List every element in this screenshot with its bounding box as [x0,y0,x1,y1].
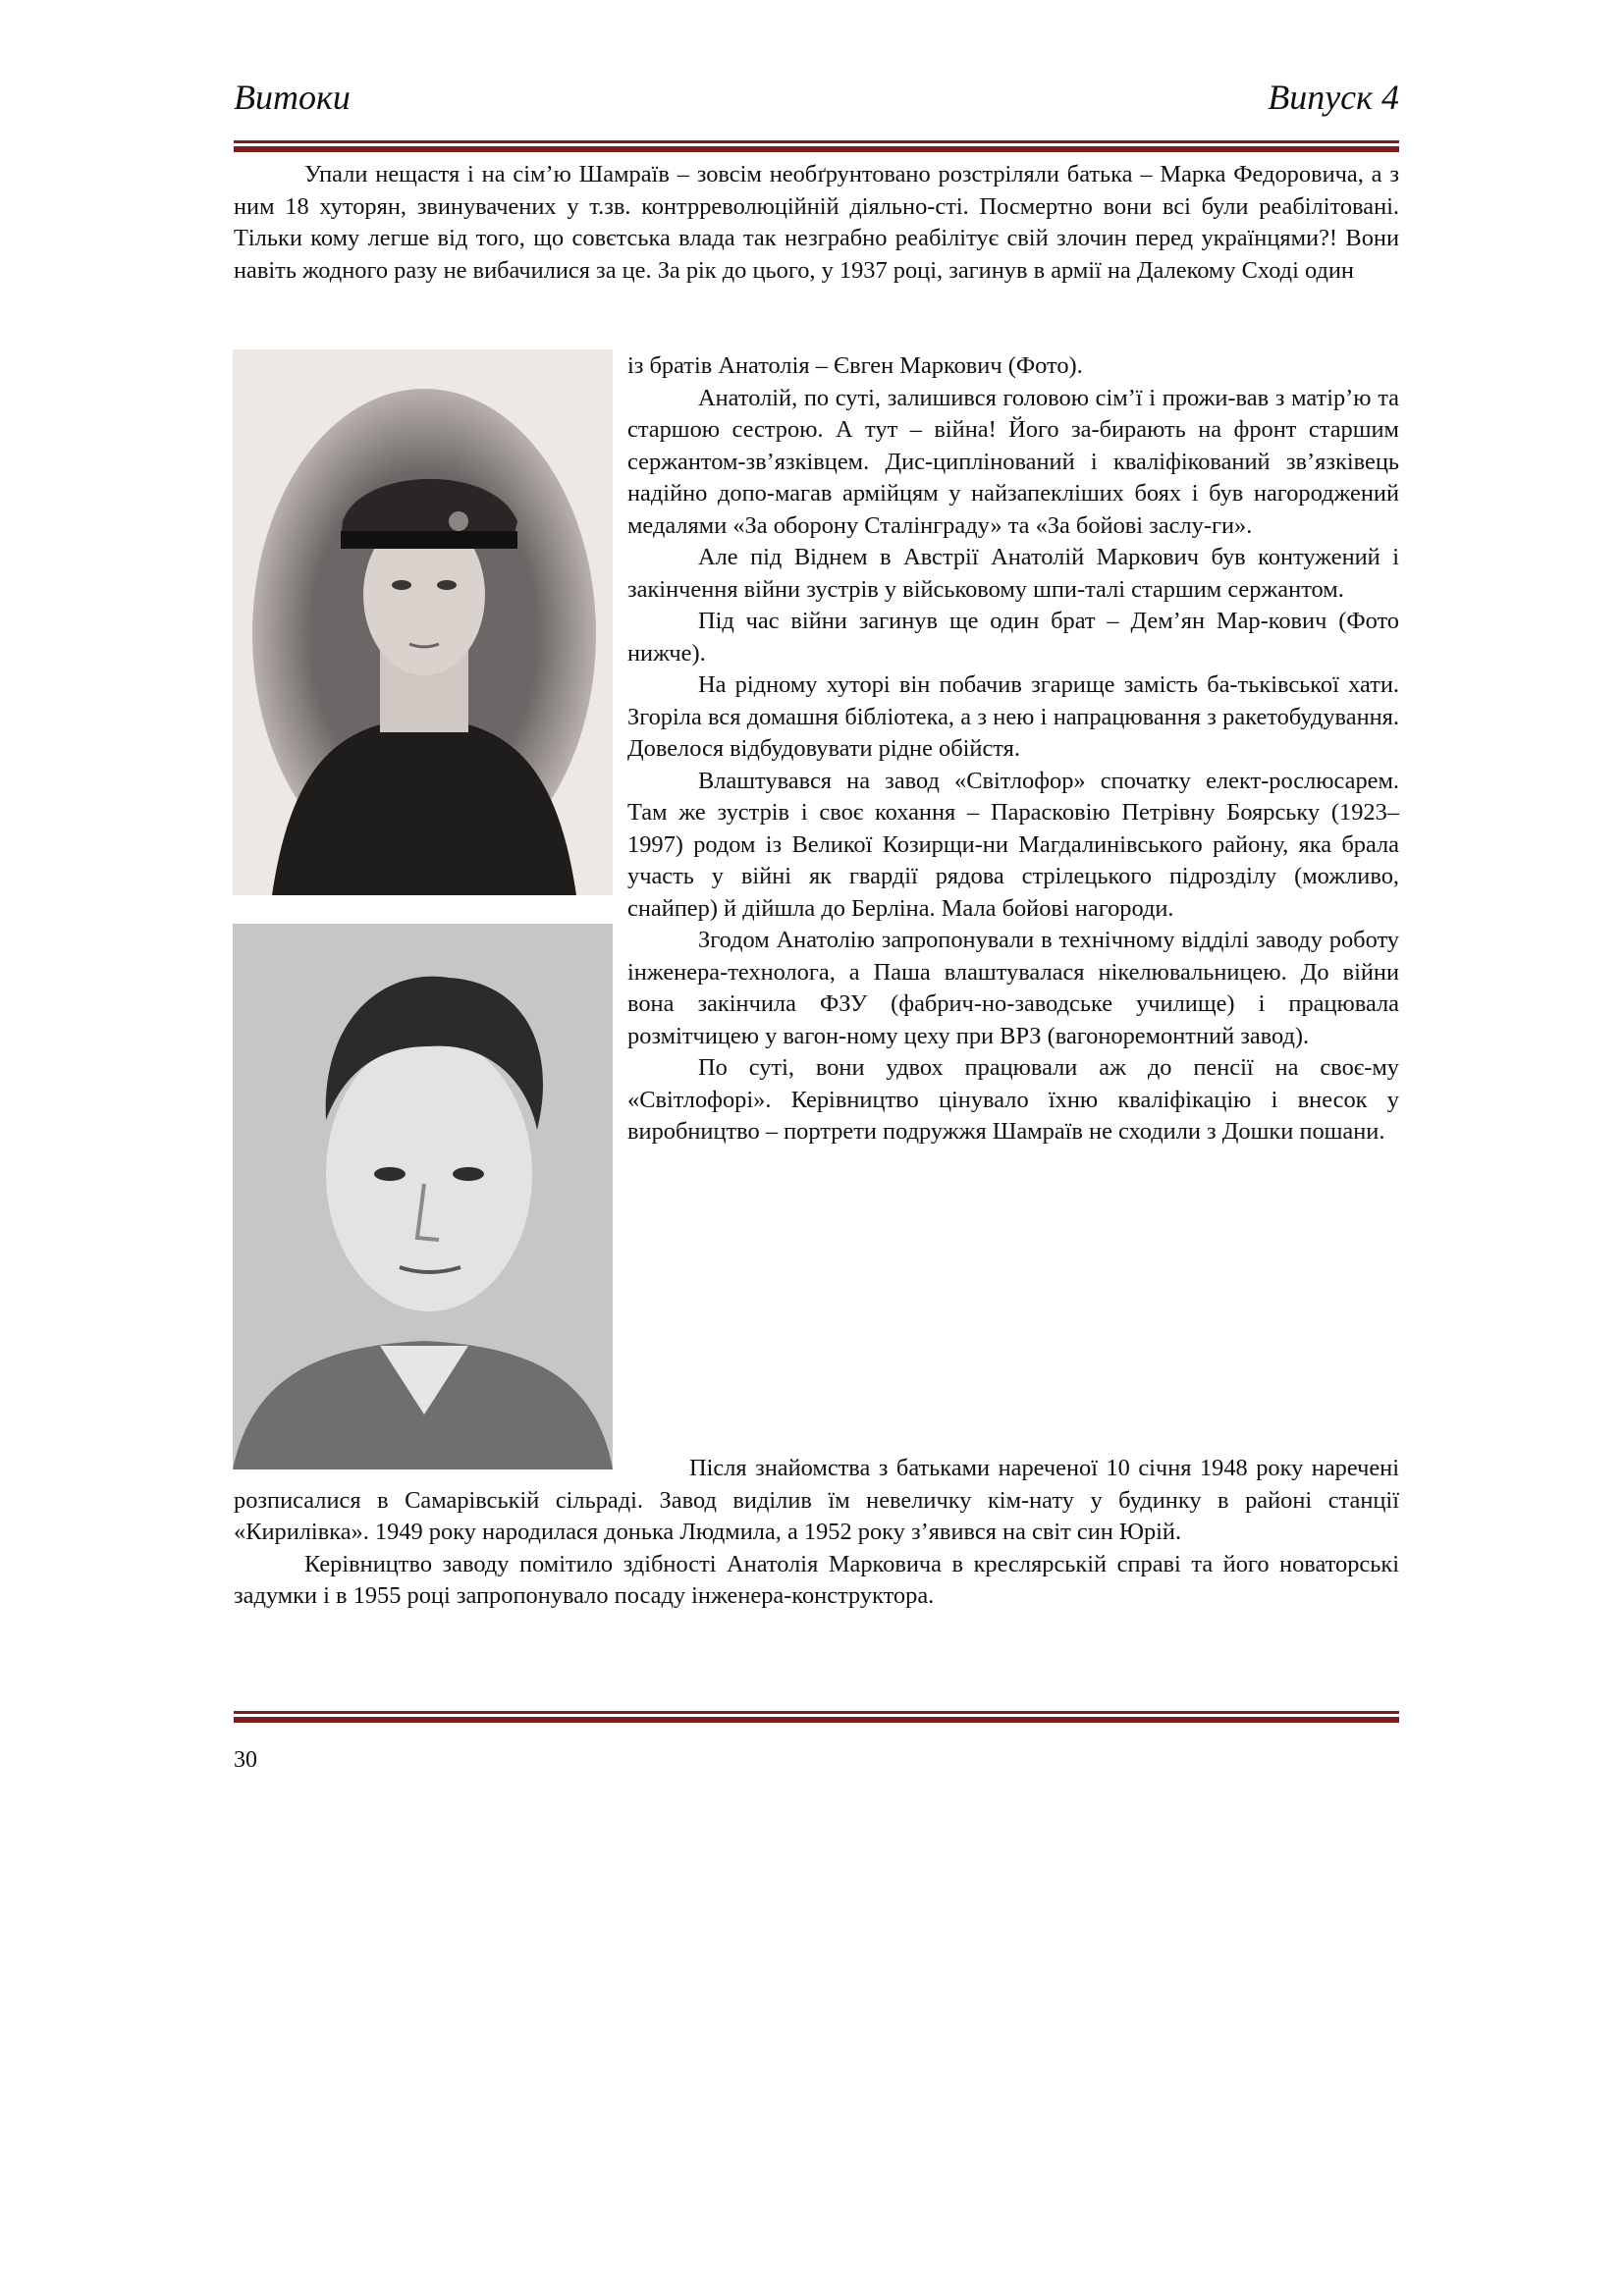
closing-paragraph: Керівництво заводу помітило здібності Анатолія Марковича в креслярській справі та його новаторські задумки і в 1955 році запропонувало посаду інженера-конструктора. [234,1550,1399,1609]
intro-text [234,159,1399,287]
header-divider [234,140,1399,152]
column-paragraph: із братів Анатолія – Євген Маркович (Фото). [627,352,1083,379]
page-number: 30 [234,1747,257,1773]
column-paragraph: По суті, вони удвох працювали аж до пенсії на своє-му «Світлофорі». Керівництво цінувало їхню кваліфікацію і внесок у виробництво – портрети подружжя Шамраїв не сходили з Дошки пошани. [627,1054,1399,1145]
closing-text [234,1453,1399,1613]
portrait-man-image [233,924,613,1469]
column-paragraph: Під час війни загинув ще один брат – Дем’ян Мар-кович (Фото нижче). [627,608,1399,667]
column-paragraph: На рідному хуторі він побачив згарище замість ба-тьківської хати. Згоріла вся домашня бібліотека, а з нею і напрацювання з ракетобудування. Довелося відбудовувати рідне обійстя. [627,671,1399,762]
running-header [234,77,1399,126]
intro-paragraph: Упали нещастя і на сім’ю Шамраїв – зовсім необґрунтовано розстріляли батька – Марка Федоровича, а з ним 18 хуторян, звинувачених у т.зв. контрреволюційній діяльно-сті. Посмертно вони всі були реабілітовані. Тільки кому легше від того, що совєтська влада так незграбно реабілітує свій злочин перед українцями?! Вони навіть жодного разу не вибачилися за це. За рік до цього, у 1937 році, загинув в армії на Далекому Сході один [234,161,1399,284]
column-paragraph: Влаштувався на завод «Світлофор» спочатку елект-рослюсарем. Там же зустрів і своє кохання – Парасковію Петрівну Боярську (1923–1997) родом із Великої Козирщи-ни Магдалинівського району, яка брала участь у війні як гвардії рядова стрілецького підрозділу (можливо, снайпер) й дійшла до Берліна. Мала бойові нагороди. [627,767,1399,922]
column-paragraph: Анатолій, по суті, залишився головою сім’ї і прожи-вав з матір’ю та старшою сестрою. А тут – війна! Його за-бирають на фронт старшим сержантом-зв’язківцем. Дис-циплінований і кваліфікований зв’язківець надійно допо-магав армійцям у найзапекліших боях і був нагороджений медалями «За оборону Сталінграду» та «За бойові заслу-ги». [627,384,1399,539]
portrait-photo-yevhen [233,349,613,895]
closing-paragraph: Після знайомства з батьками нареченої 10 січня 1948 року наречені розписалися в Самарівській сільраді. Завод виділив їм невеличку кім-нату у будинку в районі станції «Кирилівка». 1949 року народилася донька Людмила, а 1952 року з’явився на світ син Юрій. [234,1455,1399,1545]
portrait-military-cap-image [233,349,613,895]
column-paragraph: Але під Віднем в Австрії Анатолій Маркович був контужений і закінчення війни зустрів у військовому шпи-талі старшим сержантом. [627,544,1399,603]
footer-divider [234,1711,1399,1723]
column-text [627,350,1399,1148]
column-paragraph: Згодом Анатолію запропонували в технічному відділі заводу роботу інженера-технолога, а Паша влаштувалася нікелювальницею. До війни вона закінчила ФЗУ (фабрич-но-заводське училище) і працювала розмітчицею у вагон-ному цеху при ВРЗ (вагоноремонтний завод). [627,927,1399,1049]
portrait-photo-demyan [233,924,613,1469]
issue-number: Випуск 4 [1268,78,1399,117]
journal-title: Витоки [234,78,351,117]
